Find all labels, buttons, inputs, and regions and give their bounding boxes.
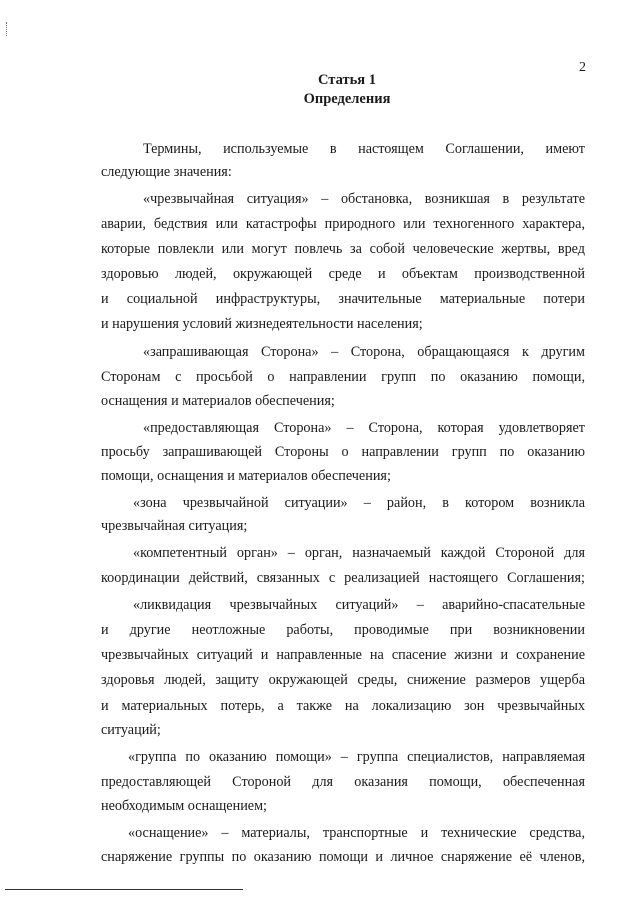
scan-margin-mark [6,22,9,36]
text-line: Сторонам с просьбой о направлении групп по оказанию помощи, [101,369,585,385]
text-line: «предоставляющая Сторона» – Сторона, которая удовлетворяет [143,420,585,436]
text-line: здоровью людей, окружающей среде и объектам производственной [101,266,585,282]
text-line: чрезвычайная ситуация; [101,518,248,534]
text-line: оснащения и материалов обеспечения; [101,393,335,409]
text-line: Термины, используемые в настоящем Соглашении, имеют [143,141,585,157]
text-line: и социальной инфраструктуры, значительные материальные потери [101,291,585,307]
text-line: и другие неотложные работы, проводимые при возникновении [101,622,585,638]
footnote-separator-line [5,889,243,890]
text-line: и материальных потерь, а также на локализацию зон чрезвычайных [101,698,585,714]
text-line: необходимым оснащением; [101,798,268,814]
text-line: просьбу запрашивающей Стороны о направлении групп по оказанию [101,444,585,460]
text-line: аварии, бедствия или катастрофы природного или техногенного характера, [101,216,585,232]
text-line: «чрезвычайная ситуация» – обстановка, возникшая в результате [143,191,585,207]
text-line: «зона чрезвычайной ситуации» – район, в котором возникла [133,495,585,511]
page-number: 2 [579,60,586,75]
text-line: координации действий, связанных с реализацией настоящего Соглашения; [101,570,585,586]
text-line: которые повлекли или могут повлечь за собой человеческие жертвы, вред [101,241,585,257]
text-line: следующие значения: [101,164,232,180]
article-number-heading: Статья 1 [318,72,376,88]
text-line: чрезвычайных ситуаций и направленные на спасение жизни и сохранение [101,647,585,663]
text-line: и нарушения условий жизнедеятельности населения; [101,316,423,332]
text-line: «компетентный орган» – орган, назначаемый каждой Стороной для [133,545,585,561]
text-line: предоставляющей Стороной для оказания помощи, обеспеченная [101,774,585,790]
text-line: «ликвидация чрезвычайных ситуаций» – аварийно-спасательные [133,597,585,613]
text-line: «запрашивающая Сторона» – Сторона, обращающаяся к другим [143,344,585,360]
text-line: здоровья людей, защиту окружающей среды, снижение размеров ущерба [101,672,585,688]
text-line: снаряжение группы по оказанию помощи и личное снаряжение её членов, [101,849,585,865]
text-line: ситуаций; [101,722,161,738]
text-line: помощи, оснащения и материалов обеспечения; [101,468,391,484]
text-line: «оснащение» – материалы, транспортные и технические средства, [128,825,585,841]
article-title-heading: Определения [303,91,391,107]
text-line: «группа по оказанию помощи» – группа специалистов, направляемая [128,749,585,765]
